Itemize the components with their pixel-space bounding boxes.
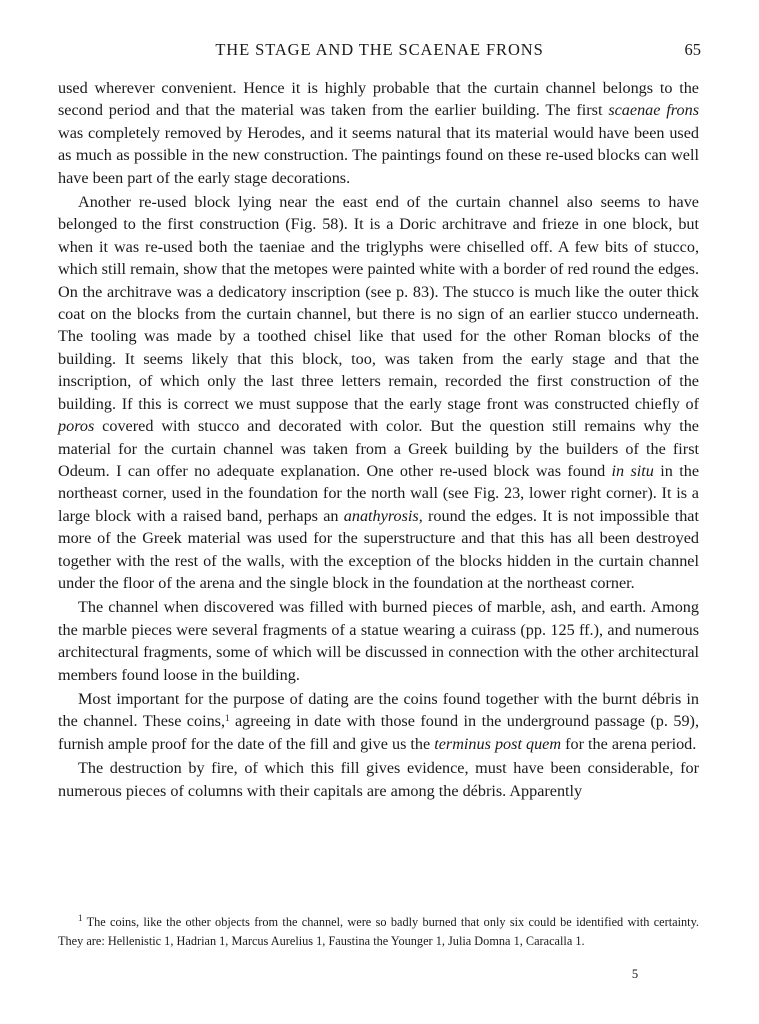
italic-term: terminus post quem xyxy=(434,734,562,753)
text-run: in the northeast corner, used in the foundation for the north wall (see Fig. 23, lower right corner). It is a large block with a raised band, perhaps an xyxy=(58,461,700,525)
body-paragraph xyxy=(58,191,699,594)
footnote xyxy=(58,913,699,951)
body-paragraph xyxy=(58,757,699,802)
page-number: 65 xyxy=(684,40,701,59)
body-paragraph xyxy=(58,596,699,686)
text-run: for the arena period. xyxy=(561,734,697,753)
page-header xyxy=(58,40,701,62)
text-run: Another re-used block lying near the east end of the curtain channel also seems to have belonged to the first construction (Fig. 58). It is a Doric architrave and frieze in one block, but when it was re-used both the taeniae and the triglyphs were chiselled off. A few bits of stucco, which still remain, show that the metopes were painted white with a border of red round the edges. On the architrave was a dedicatory inscription (see p. 83). The stucco is much like the outer thick coat on the blocks from the curtain channel, but there is no sign of an earlier stucco underneath. The tooling was made by a toothed chisel like that used for the other Roman blocks of the building. It seems likely that this block, too, was taken from the early stage and that the inscription, of which only the last three letters remain, recorded the first construction of the building. If this is correct we must suppose that the early stage front was constructed chiefly of xyxy=(58,193,699,413)
italic-term: poros xyxy=(58,417,95,436)
footnote-marker: 1 xyxy=(78,913,83,923)
body-text xyxy=(58,77,699,804)
footnote-text: The coins, like the other objects from the channel, were so badly burned that only six could be identified with certainty. They are: Hellenistic 1, Hadrian 1, Marcus Aurelius 1, Faustina the Younger 1, Julia Domna 1, Caracalla 1. xyxy=(58,915,699,949)
body-paragraph xyxy=(58,77,699,189)
text-run: The channel when discovered was filled with burned pieces of marble, ash, and earth. Among the marble pieces were several fragments of a statue wearing a cuirass (pp. 125 ff.), and numerous architectural fragments, some of which will be discussed in connection with the other architectural members found loose in the building. xyxy=(58,598,699,684)
italic-term: in situ xyxy=(611,461,654,480)
running-head: THE STAGE AND THE SCAENAE FRONS xyxy=(215,40,544,59)
text-run: , round the edges. It is not impossible that more of the Greek material was used for the superstructure and that this has all been destroyed together with the rest of the walls, with the exception of the blocks hidden in the curtain channel under the floor of the arena and the single block in the foundation at the northeast corner. xyxy=(58,506,699,592)
signature-mark: 5 xyxy=(631,967,639,981)
footnote-paragraph xyxy=(58,913,699,951)
footnote-reference: 1 xyxy=(225,713,230,724)
text-run: was completely removed by Herodes, and it seems natural that its material would have been used as much as possible in the new construction. The paintings found on these re-used blocks can well have been part of the early stage decorations. xyxy=(58,123,699,187)
italic-term: scaenae frons xyxy=(608,101,699,120)
text-run: The destruction by fire, of which this fill gives evidence, must have been considerable, for numerous pieces of columns with their capitals are among the débris. Apparently xyxy=(58,759,699,800)
text-run: used wherever convenient. Hence it is highly probable that the curtain channel belongs to the second period and that the material was taken from the earlier building. The first xyxy=(58,79,699,120)
italic-term: anathyrosis xyxy=(343,506,419,525)
text-run: covered with stucco and decorated with color. But the question still remains why the material for the curtain channel was taken from a Greek building by the builders of the first Odeum. I can offer no adequate explanation. One other re-used block was found xyxy=(58,417,699,480)
body-paragraph xyxy=(58,688,699,755)
text-run: Most important for the purpose of dating are the coins found together with the burnt débris in the channel. These coins, xyxy=(58,689,699,731)
text-run: agreeing in date with those found in the underground passage (p. 59), furnish ample proof for the date of the fill and give us the xyxy=(58,712,699,753)
